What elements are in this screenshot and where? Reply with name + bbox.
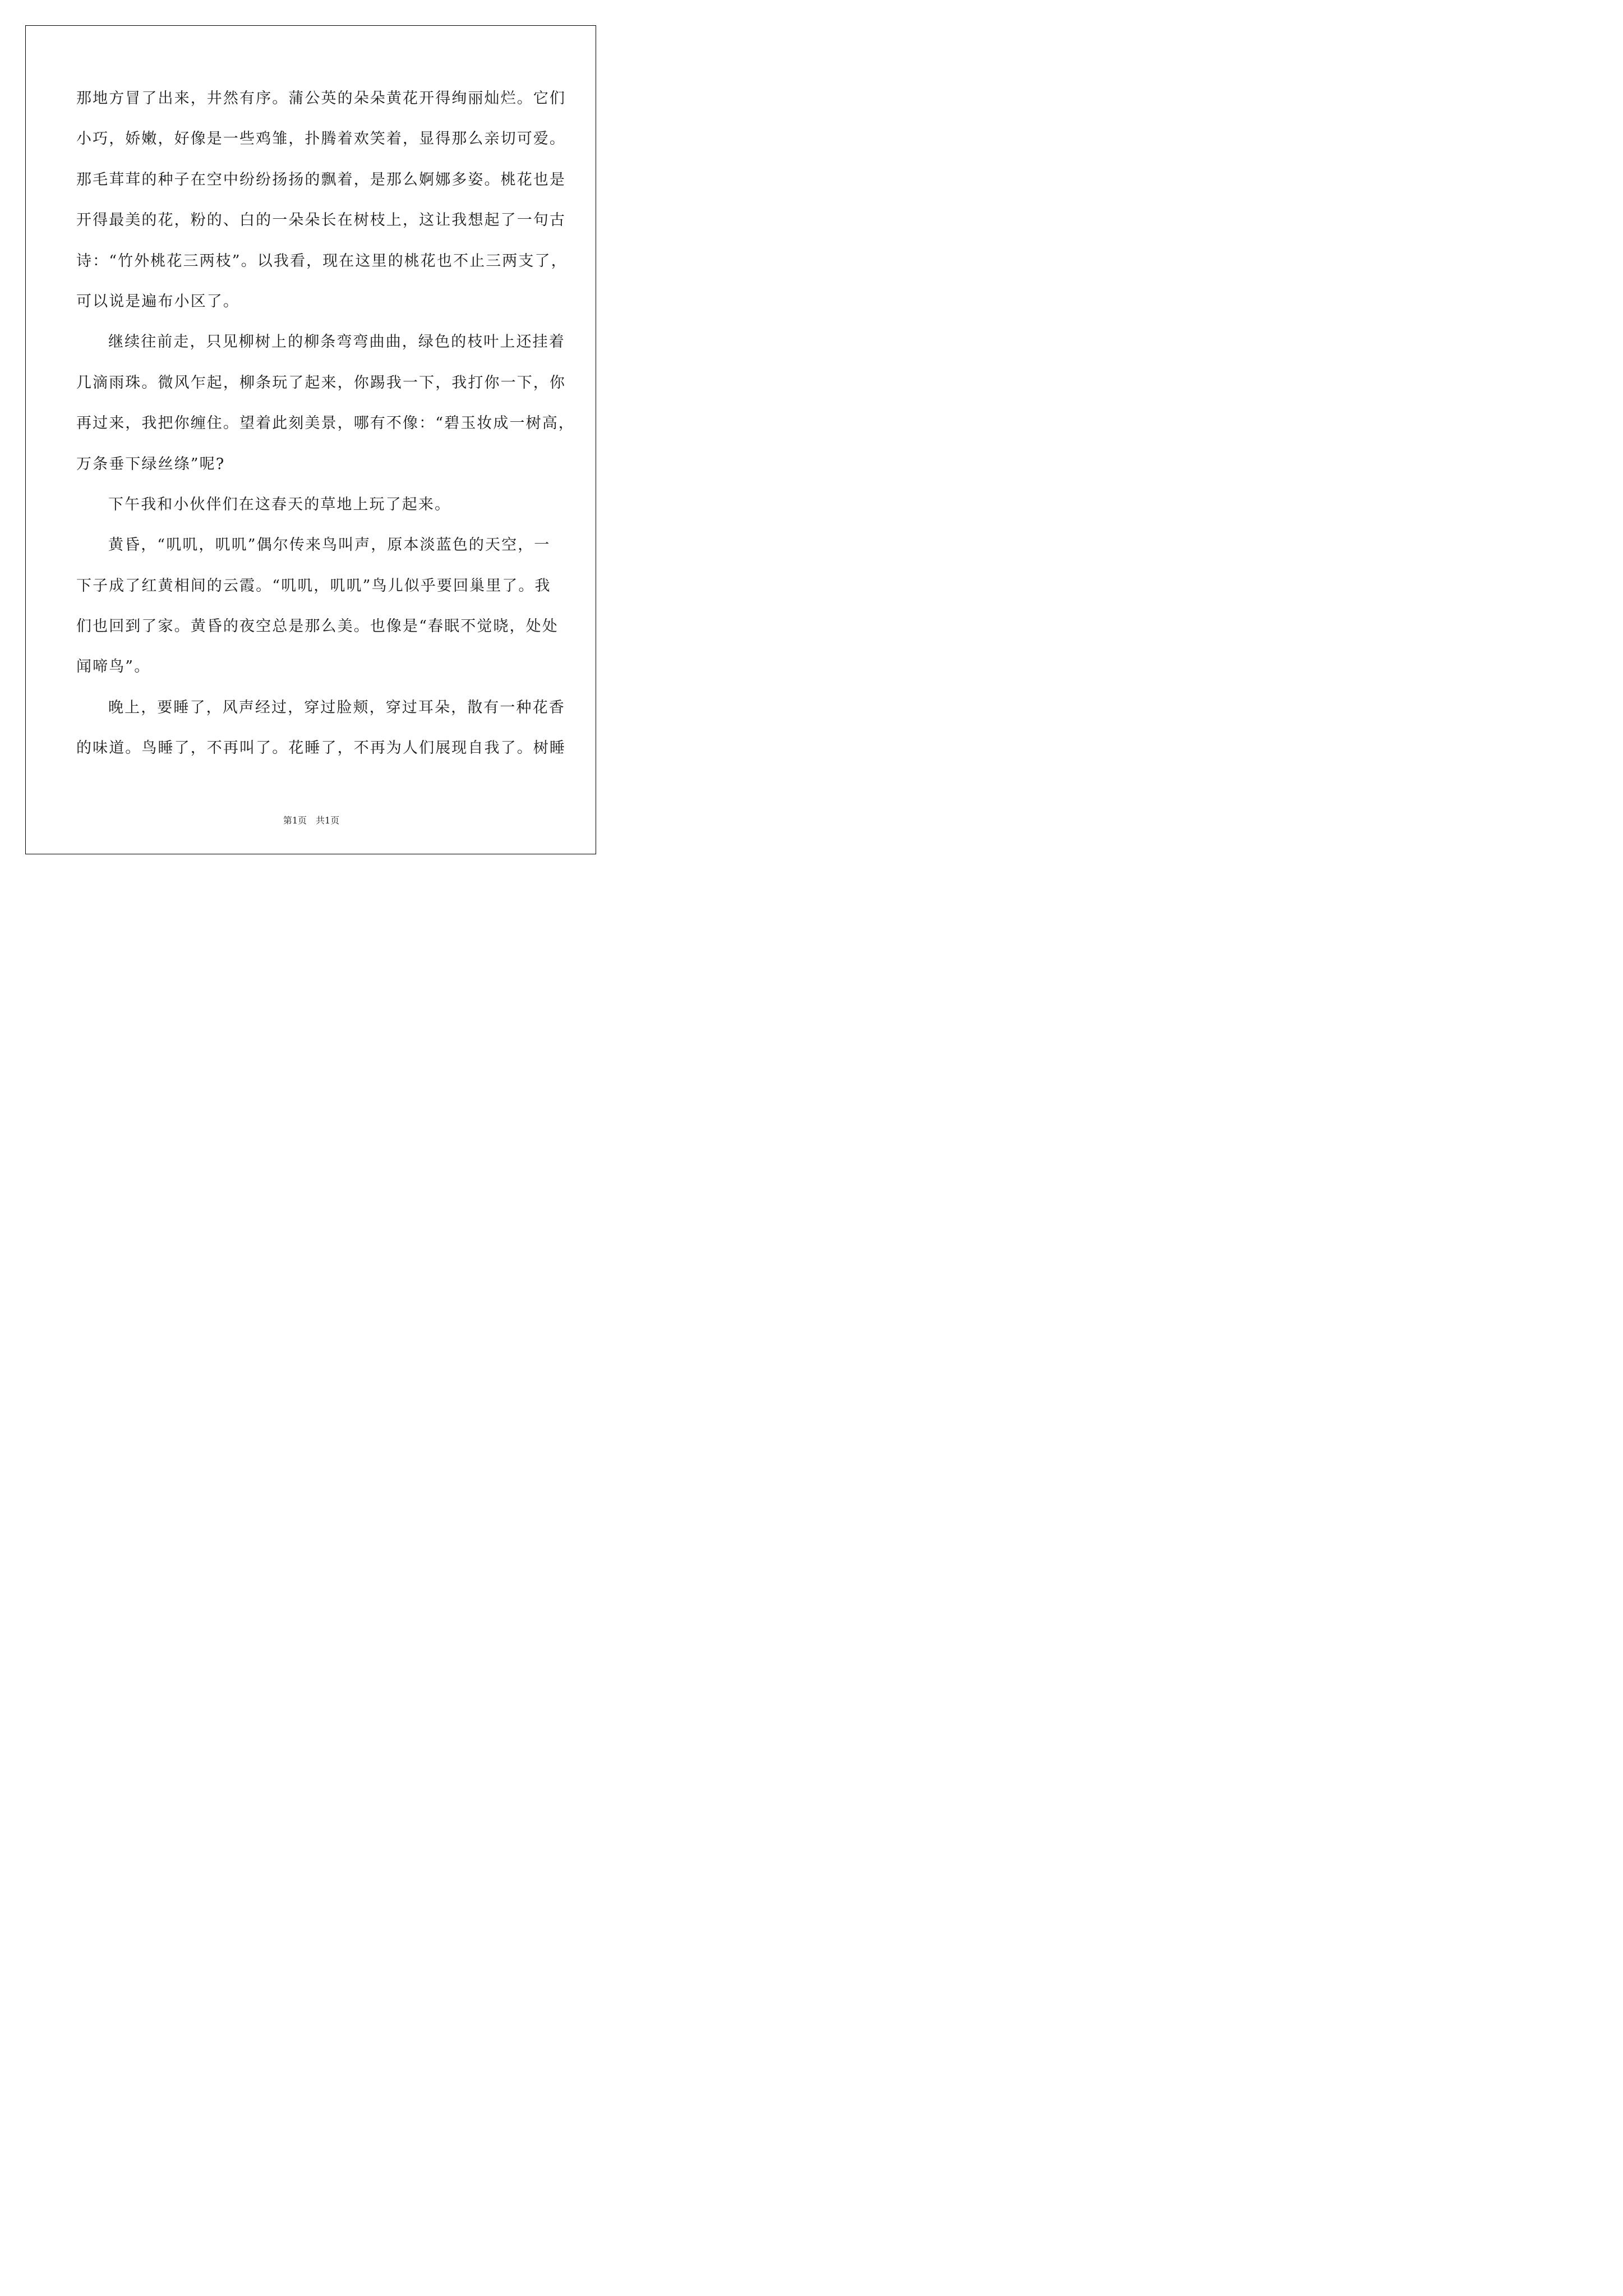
text-line: 再过来，我把你缠住。望着此刻美景，哪有不像：“碧玉妆成一树高， [76, 415, 575, 432]
text-line: 继续往前走，只见柳树上的柳条弯弯曲曲，绿色的枝叶上还挂着 [108, 333, 565, 351]
text-line: 诗：“竹外桃花三两枝”。以我看，现在这里的桃花也不止三两支了， [76, 252, 568, 270]
text-line: 闻啼鸟”。 [76, 658, 151, 676]
paragraph [76, 322, 575, 485]
paragraph [76, 688, 566, 769]
paragraph [76, 525, 559, 688]
text-line: 晚上，要睡了，风声经过，穿过脸颊，穿过耳朵，散有一种花香 [108, 698, 565, 716]
text-line: 那地方冒了出来，井然有序。蒲公英的朵朵黄花开得绚丽灿烂。它们 [76, 90, 566, 107]
text-line: 下午我和小伙伴们在这春天的草地上玩了起来。 [108, 495, 451, 513]
page-number-footer: 第1页 共1页 [283, 815, 340, 826]
paragraph [76, 485, 553, 525]
text-line: 几滴雨珠。微风乍起，柳条玩了起来，你踢我一下，我打你一下，你 [76, 374, 566, 392]
text-line: 开得最美的花，粉的、白的一朵朵长在树枝上，这让我想起了一句古 [76, 211, 566, 229]
text-line: 那毛茸茸的种子在空中纷纷扬扬的飘着，是那么婀娜多姿。桃花也是 [76, 171, 566, 188]
text-line: 下子成了红黄相间的云霞。“叽叽，叽叽”鸟儿似乎要回巢里了。我 [76, 577, 551, 595]
document-body [76, 79, 575, 769]
text-line: 小巧，娇嫩，好像是一些鸡雏，扑腾着欢笑着，显得那么亲切可爱。 [76, 130, 566, 148]
text-line: 们也回到了家。黄昏的夜空总是那么美。也像是“春眠不觉晓，处处 [76, 618, 559, 636]
text-line: 黄昏，“叽叽，叽叽”偶尔传来鸟叫声，原本淡蓝色的天空，一 [108, 536, 551, 554]
text-line: 万条垂下绿丝绦”呢? [76, 455, 225, 473]
text-line: 的味道。鸟睡了，不再叫了。花睡了，不再为人们展现自我了。树睡 [76, 739, 566, 757]
paragraph [76, 79, 568, 322]
text-line: 可以说是遍布小区了。 [76, 292, 239, 310]
